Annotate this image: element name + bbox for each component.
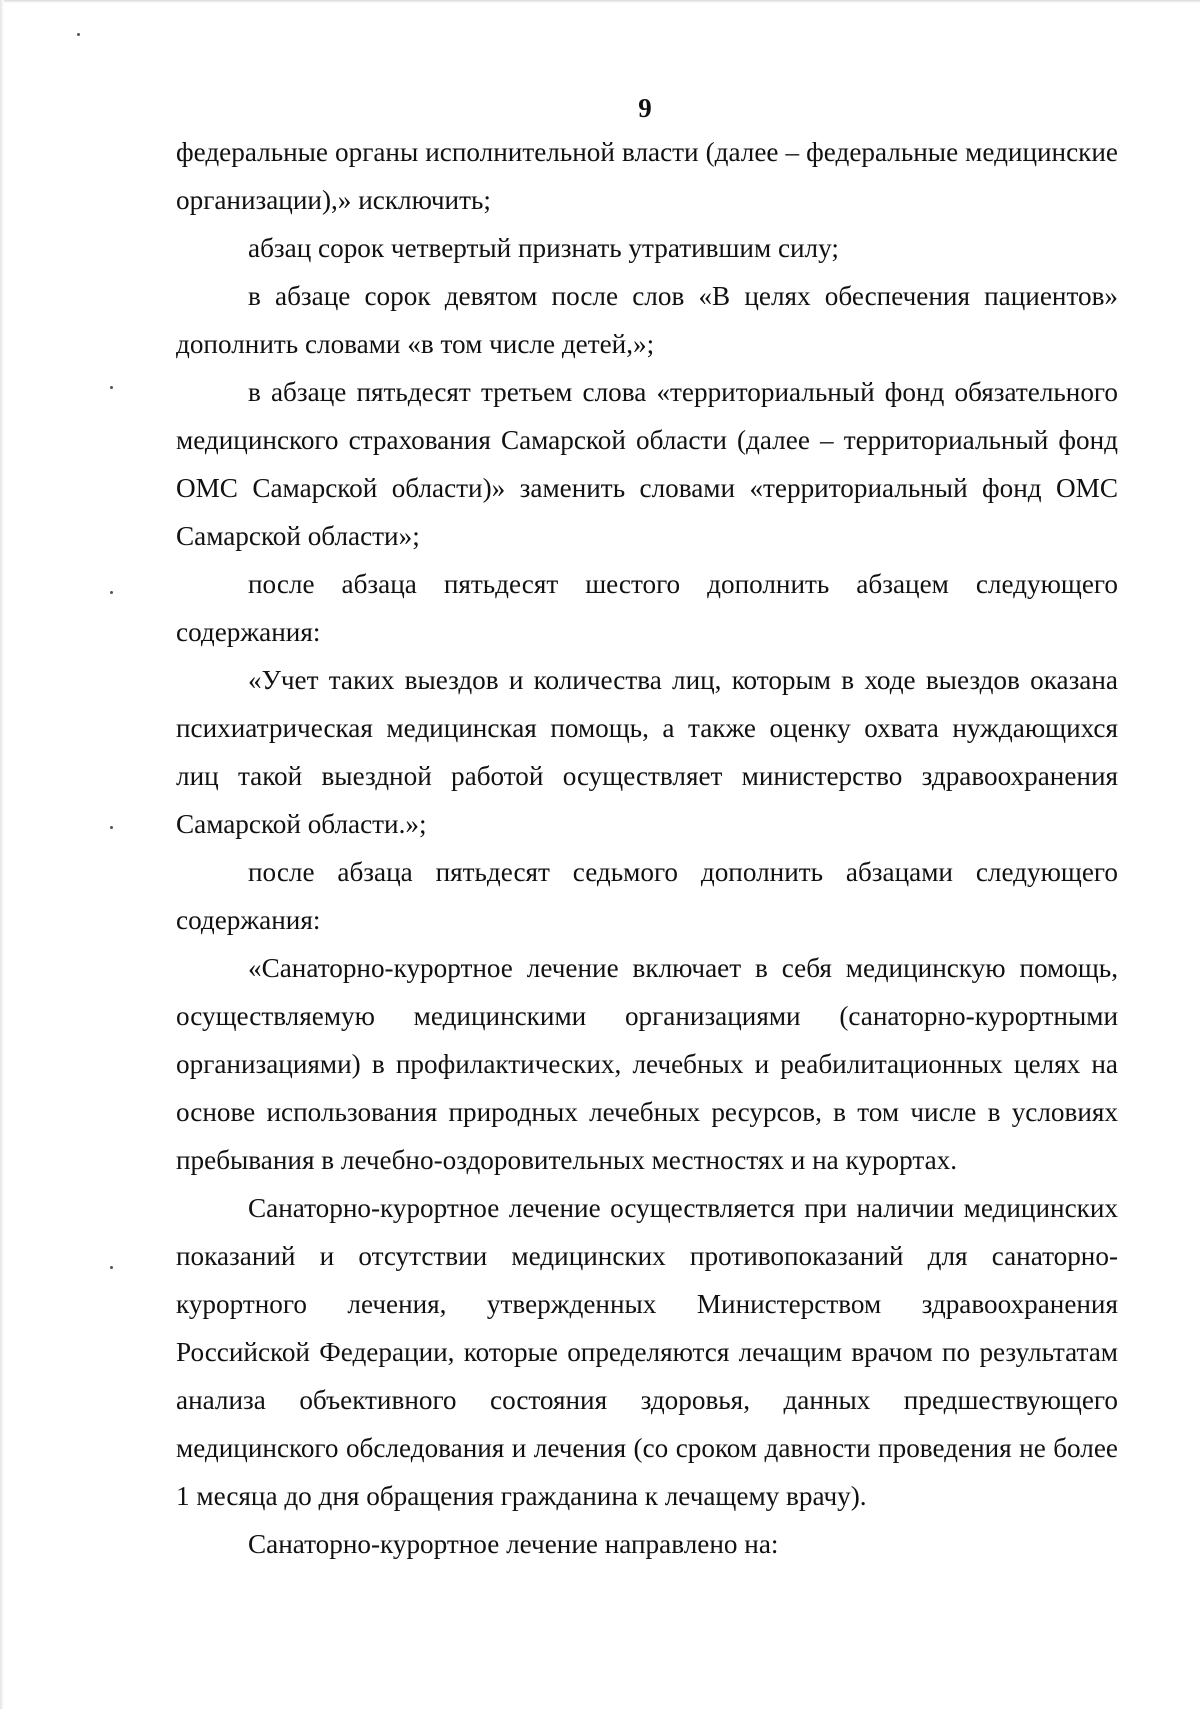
page-number: 9	[638, 93, 652, 123]
scan-edge-left	[0, 0, 4, 1709]
paragraph: абзац сорок четвертый признать утратившим силу;	[248, 233, 839, 263]
paragraph: Санаторно-курортное лечение осуществляется при наличии медицинских показаний и отсутствии медицинских противопоказаний для санаторно-курортного лечения, утвержденных Министерством здравоохранения Российской Федерации, которые определяются лечащим врачом по результатам анализа объективного состояния здоровья, данных предшествующего медицинского обследования и лечения (со сроком давности проведения не более 1 месяца до дня обращения гражданина к лечащему врачу).	[176, 1193, 1118, 1511]
paragraph: после абзаца пятьдесят шестого дополнить абзацем следующего содержания:	[176, 569, 1118, 647]
paragraph: в абзаце сорок девятом после слов «В целях обеспечения пациентов» дополнить словами «в том числе детей,»;	[176, 281, 1118, 359]
scan-speck	[77, 33, 80, 36]
document-body	[176, 128, 1118, 1568]
paragraph: после абзаца пятьдесят седьмого дополнить абзацами следующего содержания:	[176, 857, 1118, 935]
paragraph: в абзаце пятьдесят третьем слова «территориальный фонд обязательного медицинского страхования Самарской области (далее – территориальный фонд ОМС Самарской области)» заменить словами «территориальный фонд ОМС Самарской области»;	[176, 377, 1118, 551]
scan-speck	[110, 591, 113, 594]
paragraph: федеральные органы исполнительной власти (далее – федеральные медицинские организации),» исключить;	[176, 137, 1118, 215]
paragraph: «Учет таких выездов и количества лиц, которым в ходе выездов оказана психиатрическая медицинская помощь, а также оценку охвата нуждающихся лиц такой выездной работой осуществляет министерство здравоохранения Самарской области.»;	[176, 665, 1118, 839]
paragraph: «Санаторно-курортное лечение включает в себя медицинскую помощь, осуществляемую медицинскими организациями (санаторно-курортными организациями) в профилактических, лечебных и реабилитационных целях на основе использования природных лечебных ресурсов, в том числе в условиях пребывания в лечебно-оздоровительных местностях и на курортах.	[176, 953, 1118, 1175]
scan-speck	[110, 1266, 113, 1269]
scan-edge-top	[0, 0, 1200, 3]
scan-speck	[110, 826, 113, 829]
paragraph: Санаторно-курортное лечение направлено на:	[248, 1529, 779, 1559]
scan-speck	[110, 386, 113, 389]
